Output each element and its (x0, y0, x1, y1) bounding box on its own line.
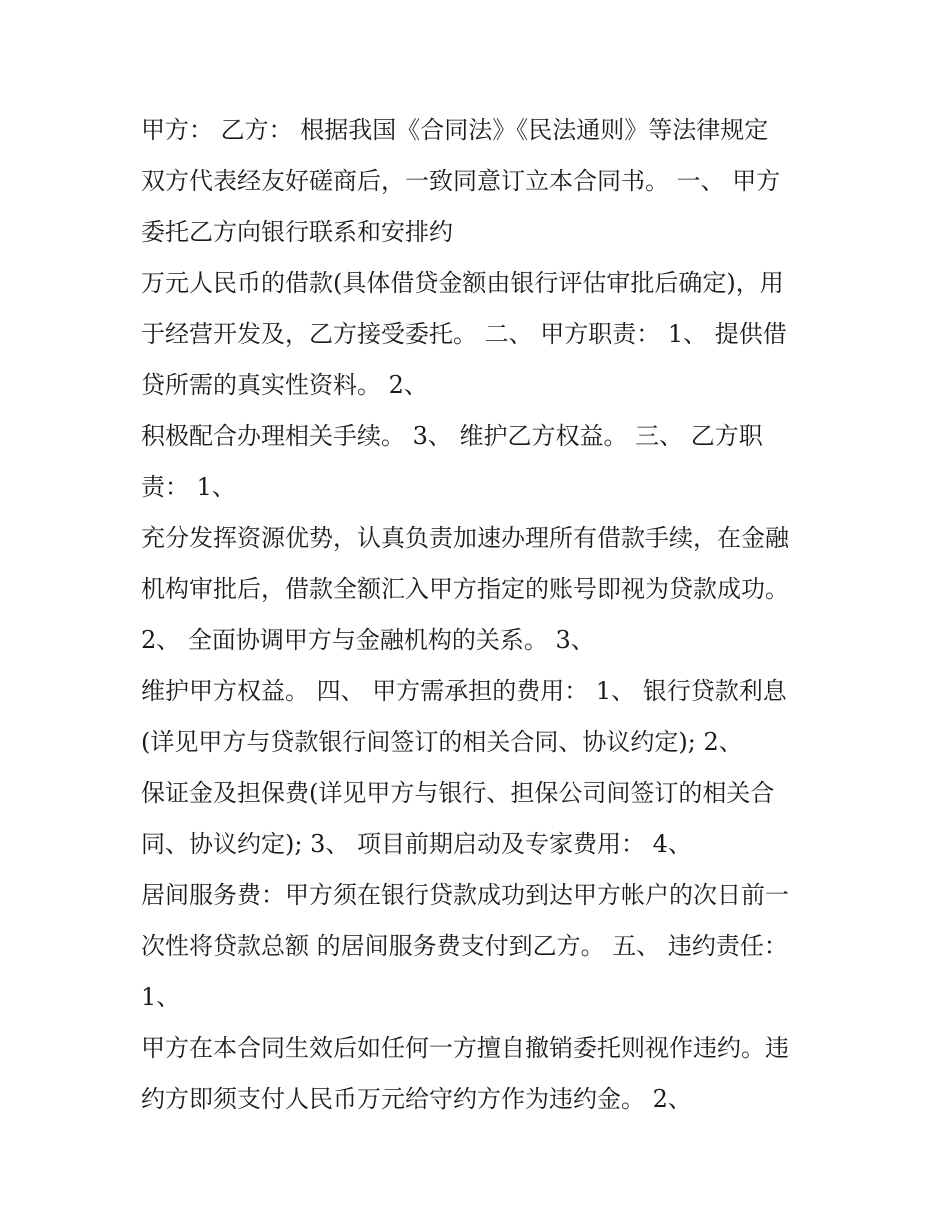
text-line: 居间服务费：甲方须在银行贷款成功到达甲方帐户的次日前一 (141, 881, 789, 909)
text-line: 充分发挥资源优势，认真负责加速办理所有借款手续，在金融 (141, 524, 789, 552)
text-line: 甲方在本合同生效后如任何一方擅自撤销委托则视作违约。违 (141, 1034, 789, 1062)
text-line: 保证金及担保费(详见甲方与银行、担保公司间签订的相关合 (141, 779, 775, 807)
text-line: 同、协议约定); 3、 项目前期启动及专家费用： 4、 (141, 830, 692, 858)
text-line: 积极配合办理相关手续。 3、 维护乙方权益。 三、 乙方职 (141, 422, 763, 450)
text-line: 维护甲方权益。 四、 甲方需承担的费用： 1、 银行贷款利息 (141, 677, 787, 705)
contract-body (141, 110, 821, 1130)
text-line: (详见甲方与贷款银行间签订的相关合同、协议约定); 2、 (141, 728, 743, 756)
text-line: 贷所需的真实性资料。 2、 (141, 371, 428, 399)
text-line: 双方代表经友好磋商后，一致同意订立本合同书。 一、 甲方 (141, 167, 781, 195)
text-line: 1、 (141, 983, 181, 1011)
text-line: 2、 全面协调甲方与金融机构的关系。 3、 (141, 626, 595, 654)
text-line: 甲方： 乙方： 根据我国《合同法》《民法通则》等法律规定 (141, 116, 769, 144)
text-line: 责： 1、 (141, 473, 236, 501)
text-line: 于经营开发及，乙方接受委托。 二、 甲方职责： 1、 提供借 (141, 320, 787, 348)
text-line: 委托乙方向银行联系和安排约 (141, 218, 453, 246)
text-line: 机构审批后，借款全额汇入甲方指定的账号即视为贷款成功。 (141, 575, 789, 603)
text-line: 约方即须支付人民币万元给守约方作为违约金。 2、 (141, 1085, 692, 1113)
text-line: 万元人民币的借款(具体借贷金额由银行评估审批后确定)，用 (141, 269, 784, 297)
text-line: 次性将贷款总额 的居间服务费支付到乙方。 五、 违约责任： (141, 932, 788, 960)
